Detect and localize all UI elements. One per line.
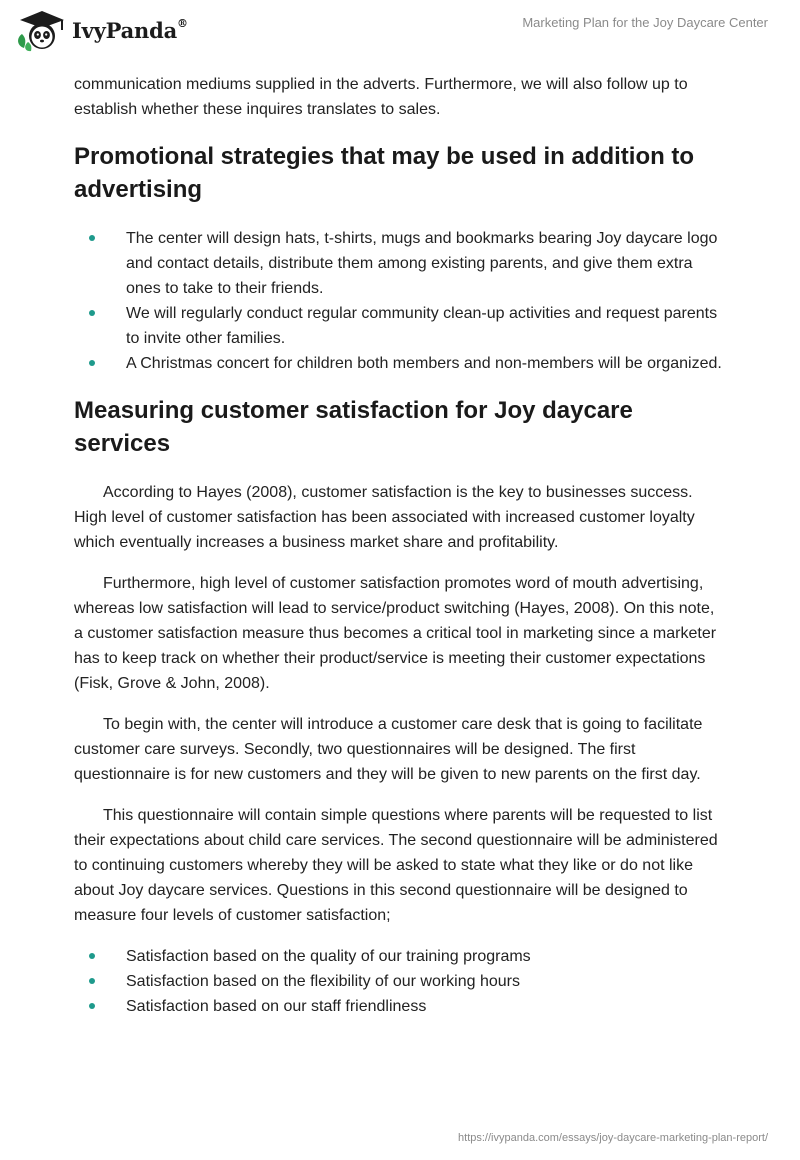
intro-paragraph: communication mediums supplied in the adverts. Furthermore, we will also follow up to establish whether these inquires translates to sales. [74, 76, 688, 118]
list-item: Satisfaction based on the flexibility of our working hours [74, 969, 726, 994]
section-heading-promotional: Promotional strategies that may be used in addition to advertising [74, 143, 695, 203]
list-item: Satisfaction based on our staff friendliness [74, 994, 726, 1019]
list-item: The center will design hats, t-shirts, mugs and bookmarks bearing Joy daycare logo and contact details, distribute them among existing parents, and give them extra ones to take to their friends. [74, 226, 726, 301]
bullet-dot-icon [89, 310, 95, 316]
body-paragraph: This questionnaire will contain simple questions where parents will be requested to list their expectations about child care services. The second questionnaire will be administered to continuing customers whereby they will be asked to state what they like or do not like about Joy daycare services. Questions in this second questionnaire will be designed to measure four levels of customer satisfaction; [74, 807, 718, 924]
page-header [0, 0, 800, 66]
body-paragraph: To begin with, the center will introduce a customer care desk that is going to facilitate customer care surveys. Secondly, two questionnaires will be designed. The first questionnaire is for new customers and they will be given to new parents on the first day. [74, 716, 703, 783]
source-url-link[interactable]: https://ivypanda.com/essays/joy-daycare-marketing-plan-report/ [458, 1132, 768, 1144]
promotional-list [74, 226, 726, 376]
bullet-dot-icon [89, 978, 95, 984]
body-paragraph: According to Hayes (2008), customer satisfaction is the key to businesses success. High level of customer satisfaction has been associated with increased customer loyalty which eventually increases a business market share and profitability. [74, 484, 695, 551]
ivypanda-logo[interactable] [14, 8, 188, 52]
list-item: Satisfaction based on the quality of our training programs [74, 944, 726, 969]
logo-text: IvyPanda® [72, 16, 188, 43]
bullet-dot-icon [89, 360, 95, 366]
section-heading-satisfaction: Measuring customer satisfaction for Joy daycare services [74, 397, 633, 457]
document-title: Marketing Plan for the Joy Daycare Center [522, 15, 768, 30]
panda-graduate-icon [14, 8, 66, 52]
registered-mark: ® [177, 16, 188, 30]
article-body [74, 72, 726, 1037]
satisfaction-list [74, 944, 726, 1019]
bullet-dot-icon [89, 1003, 95, 1009]
body-paragraph: Furthermore, high level of customer satisfaction promotes word of mouth advertising, whereas low satisfaction will lead to service/product switching (Hayes, 2008). On this note, a customer satisfaction measure thus becomes a critical tool in marketing since a marketer has to keep track on whether their product/service is meeting their customer expectations (Fisk, Grove & John, 2008). [74, 575, 717, 692]
bullet-dot-icon [89, 953, 95, 959]
list-item: We will regularly conduct regular community clean-up activities and request parents to invite other families. [74, 301, 726, 351]
list-item: A Christmas concert for children both members and non-members will be organized. [74, 351, 726, 376]
bullet-dot-icon [89, 235, 95, 241]
